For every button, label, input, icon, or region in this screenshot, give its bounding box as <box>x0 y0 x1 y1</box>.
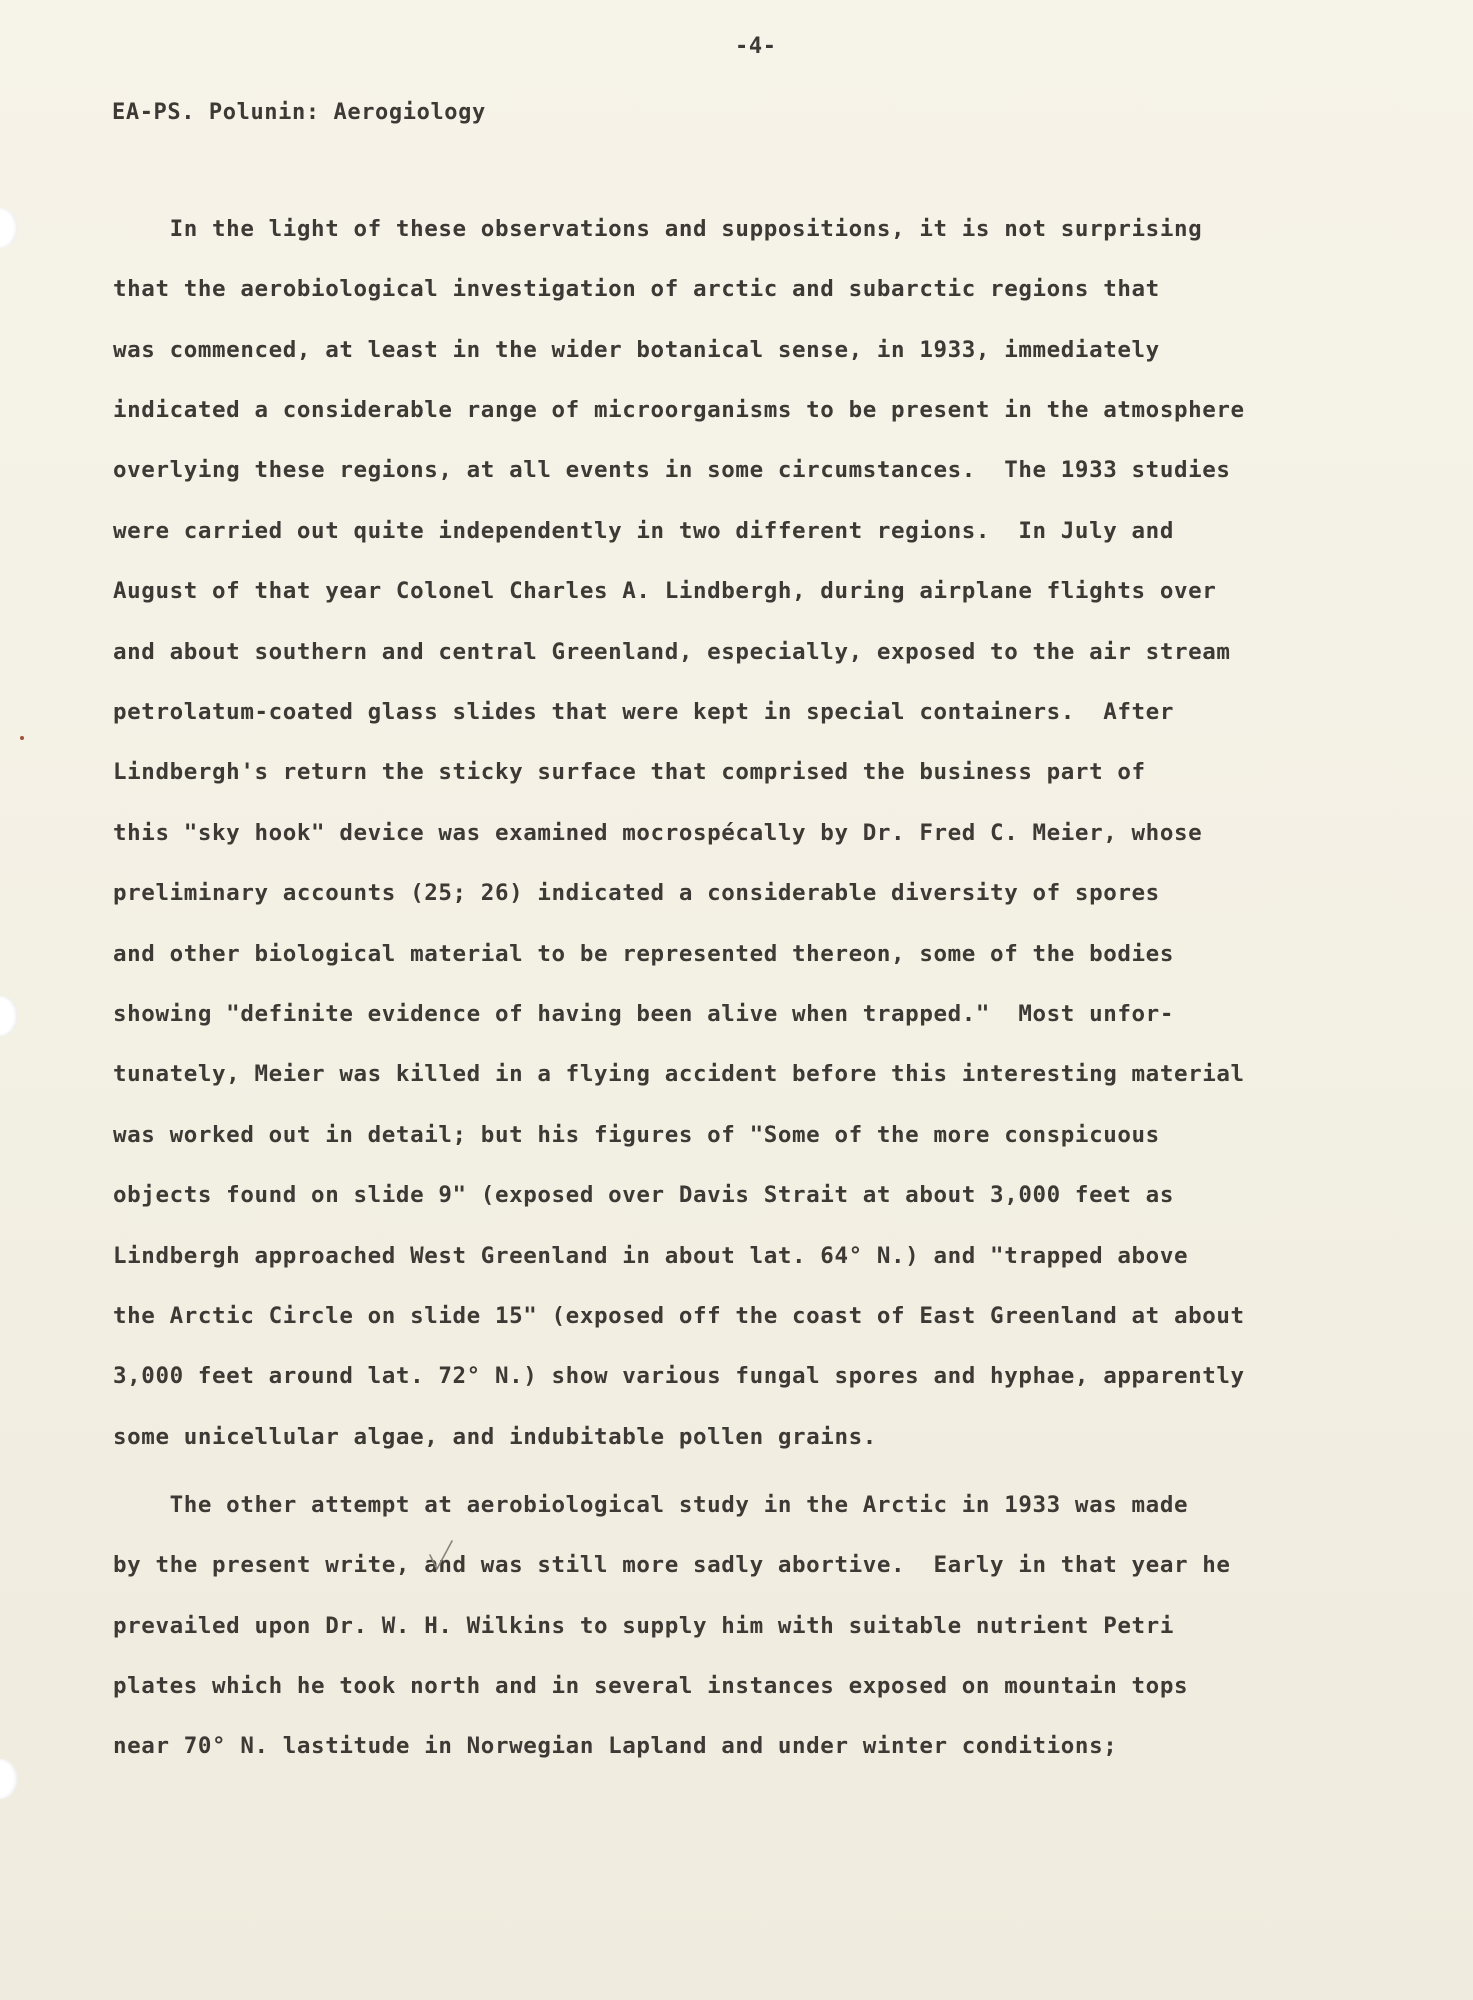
page-number: -4- <box>735 34 777 59</box>
text-line: by the present write, and was still more sadly abortive. Early in that year he <box>113 1552 1231 1578</box>
ink-speck <box>20 736 24 740</box>
text-line: plates which he took north and in several instances exposed on mountain tops <box>113 1673 1189 1699</box>
punch-hole <box>0 1759 18 1799</box>
text-line: Lindbergh approached West Greenland in about lat. 64° N.) and "trapped above <box>113 1243 1189 1269</box>
text-line: and about southern and central Greenland, especially, exposed to the air stream <box>113 639 1231 665</box>
text-line: were carried out quite independently in two different regions. In July and <box>113 518 1174 544</box>
text-line: some unicellular algae, and indubitable pollen grains. <box>113 1424 877 1450</box>
punch-hole <box>0 208 18 248</box>
text-line: tunately, Meier was killed in a flying accident before this interesting material <box>113 1061 1245 1087</box>
text-line: The other attempt at aerobiological study in the Arctic in 1933 was made <box>113 1492 1189 1518</box>
text-line: prevailed upon Dr. W. H. Wilkins to supply him with suitable nutrient Petri <box>113 1613 1174 1639</box>
text-line: and other biological material to be represented thereon, some of the bodies <box>113 941 1174 967</box>
text-line: preliminary accounts (25; 26) indicated a considerable diversity of spores <box>113 880 1160 906</box>
text-line: indicated a considerable range of microorganisms to be present in the atmosphere <box>113 397 1245 423</box>
text-line: 3,000 feet around lat. 72° N.) show various fungal spores and hyphae, apparently <box>113 1363 1245 1389</box>
running-header: EA-PS. Polunin: Aerogiology <box>112 100 486 125</box>
pencil-check-mark-icon <box>428 1539 454 1573</box>
text-line: that the aerobiological investigation of arctic and subarctic regions that <box>113 276 1160 302</box>
text-line: overlying these regions, at all events in some circumstances. The 1933 studies <box>113 457 1231 483</box>
text-line: this "sky hook" device was examined mocrospécally by Dr. Fred C. Meier, whose <box>113 820 1203 846</box>
text-line: was worked out in detail; but his figures of "Some of the more conspicuous <box>113 1122 1160 1148</box>
text-line: objects found on slide 9" (exposed over Davis Strait at about 3,000 feet as <box>113 1182 1174 1208</box>
text-line: the Arctic Circle on slide 15" (exposed off the coast of East Greenland at about <box>113 1303 1245 1329</box>
text-line: was commenced, at least in the wider botanical sense, in 1933, immediately <box>113 337 1160 363</box>
punch-hole <box>0 996 18 1036</box>
text-line: near 70° N. lastitude in Norwegian Lapland and under winter conditions; <box>113 1733 1118 1759</box>
text-line: Lindbergh's return the sticky surface that comprised the business part of <box>113 759 1146 785</box>
text-line: In the light of these observations and suppositions, it is not surprising <box>113 216 1203 242</box>
text-line: petrolatum-coated glass slides that were kept in special containers. After <box>113 699 1174 725</box>
text-line: August of that year Colonel Charles A. Lindbergh, during airplane flights over <box>113 578 1217 604</box>
text-line: showing "definite evidence of having been alive when trapped." Most unfor- <box>113 1001 1174 1027</box>
